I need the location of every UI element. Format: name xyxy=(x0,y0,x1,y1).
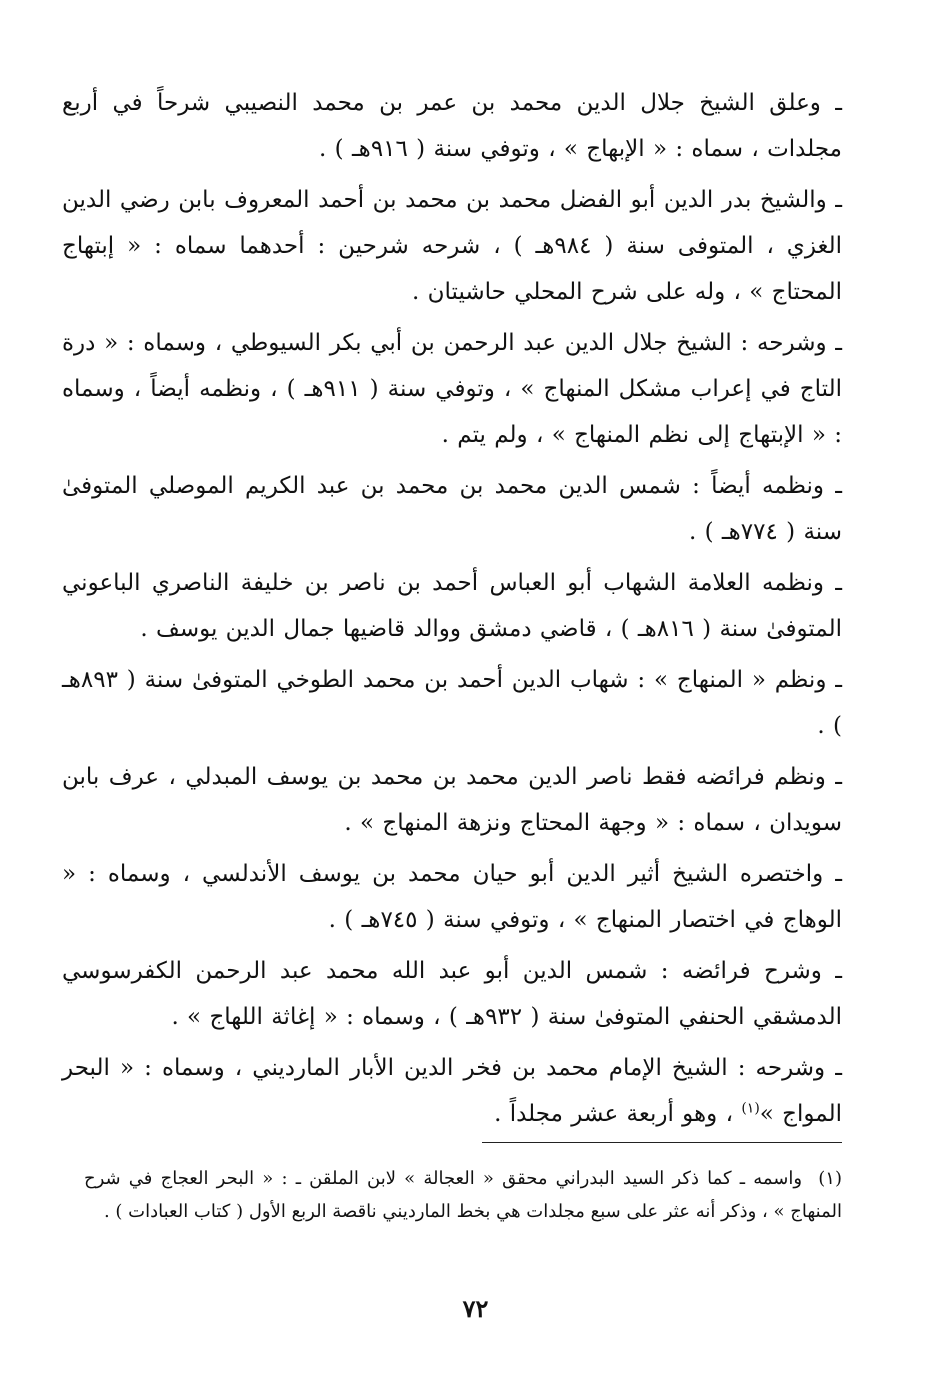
paragraph-4: ـ ونظمه أيضاً : شمس الدين محمد بن محمد بن عبد الكريم الموصلي المتوفىٰ سنة ( ٧٧٤هـ ) . xyxy=(62,473,842,545)
footnote-number: (١) xyxy=(818,1168,842,1189)
footnote-reference[interactable]: (١) xyxy=(741,1100,760,1117)
paragraph-10 xyxy=(62,1045,842,1137)
body-text xyxy=(62,80,842,1142)
page-number: ٧٢ xyxy=(462,1294,489,1323)
paragraph-2: ـ والشيخ بدر الدين أبو الفضل محمد بن محمد بن أحمد المعروف بابن رضي الدين الغزي ، المتوفى سنة ( ٩٨٤هـ ) ، شرحه شرحين : أحدهما سماه : « إبتهاج المحتاج » ، وله على شرح المحلي حاشيتان . xyxy=(62,187,842,305)
paragraph-9: ـ وشرح فرائضه : شمس الدين أبو عبد الله محمد عبد الرحمن الكفرسوسي الدمشقي الحنفي المتوفىٰ سنة ( ٩٣٢هـ ) ، وسماه : « إغاثة اللهاج » . xyxy=(62,958,842,1030)
paragraph-8: ـ واختصره الشيخ أثير الدين أبو حيان محمد بن يوسف الأندلسي ، وسماه : « الوهاج في اختصار المنهاج » ، وتوفي سنة ( ٧٤٥هـ ) . xyxy=(62,861,842,933)
paragraph-10-text-start: ـ وشرحه : الشيخ الإمام محمد بن فخر الدين الأبار المارديني ، وسماه : « البحر المواج » xyxy=(62,1055,842,1127)
paragraph-1: ـ وعلق الشيخ جلال الدين محمد بن عمر بن محمد النصيبي شرحاً في أربع مجلدات ، سماه : « الإبهاج » ، وتوفي سنة ( ٩١٦هـ ) . xyxy=(62,90,842,162)
paragraph-6: ـ ونظم « المنهاج » : شهاب الدين أحمد بن محمد الطوخي المتوفىٰ سنة ( ٨٩٣هـ ) . xyxy=(62,667,843,739)
footnote xyxy=(84,1162,842,1228)
paragraph-10-text-end: ، وهو أربعة عشر مجلداً . xyxy=(494,1101,742,1127)
footnote-text: واسمه ـ كما ذكر السيد البدراني محقق « العجالة » لابن الملقن ـ : « البحر العجاج في شرح المنهاج » ، وذكر أنه عثر على سبع مجلدات هي بخط المارديني ناقصة الربع الأول ( كتاب العبادات ) . xyxy=(84,1168,842,1222)
paragraph-7: ـ ونظم فرائضه فقط ناصر الدين محمد بن محمد بن يوسف المبدلي ، عرف بابن سويدان ، سماه : « وجهة المحتاج ونزهة المنهاج » . xyxy=(62,764,842,836)
paragraph-5: ـ ونظمه العلامة الشهاب أبو العباس أحمد بن ناصر بن خليفة الناصري الباعوني المتوفىٰ سنة ( ٨١٦هـ ) ، قاضي دمشق ووالد قاضيها جمال الدين يوسف . xyxy=(62,570,842,642)
paragraph-3: ـ وشرحه : الشيخ جلال الدين عبد الرحمن بن أبي بكر السيوطي ، وسماه : « درة التاج في إعراب مشكل المنهاج » ، وتوفي سنة ( ٩١١هـ ) ، ونظمه أيضاً ، وسماه : « الإبتهاج إلى نظم المنهاج » ، ولم يتم . xyxy=(62,330,842,448)
footnote-divider xyxy=(482,1142,842,1143)
